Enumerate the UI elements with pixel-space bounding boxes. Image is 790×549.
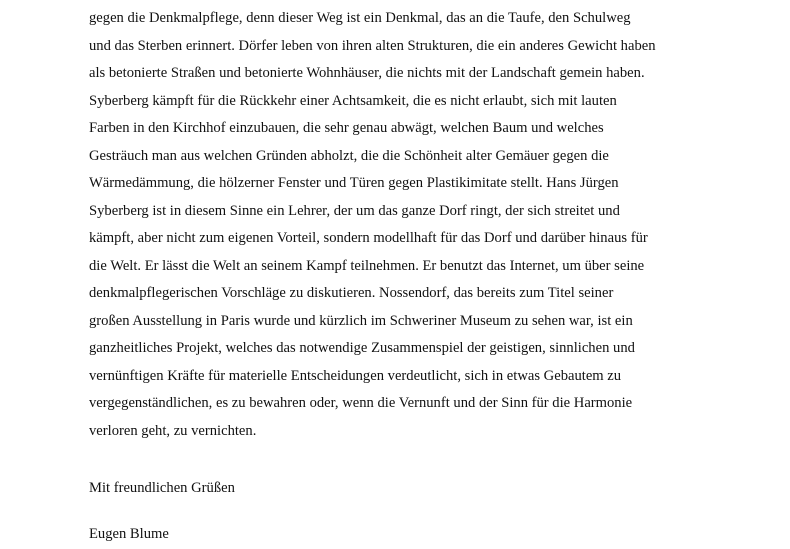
text-line: vergegenständlichen, es zu bewahren oder, wenn die Vernunft und der Sinn für die Harmonie	[89, 395, 633, 411]
text-line: und das Sterben erinnert. Dörfer leben von ihren alten Strukturen, die ein anderes Gewicht haben	[89, 37, 656, 54]
closing-salutation: Mit freundlichen Grüßen	[89, 480, 235, 496]
text-line: Farben in den Kirchhof einzubauen, die sehr genau abwägt, welchen Baum und welches	[89, 120, 604, 136]
text-line: großen Ausstellung in Paris wurde und kürzlich im Schweriner Museum zu sehen war, ist ein	[89, 312, 633, 329]
text-line: kämpft, aber nicht zum eigenen Vorteil, sondern modellhaft für das Dorf und darüber hinaus für	[89, 230, 648, 246]
text-line: Syberberg ist in diesem Sinne ein Lehrer, der um das ganze Dorf ringt, der sich streitet und	[89, 202, 620, 219]
text-line: denkmalpflegerischen Vorschläge zu diskutieren. Nossendorf, das bereits zum Titel seiner	[89, 285, 614, 301]
text-line: Gesträuch man aus welchen Gründen abholzt, die die Schönheit alter Gemäuer gegen die	[89, 147, 609, 164]
text-line: Syberberg kämpft für die Rückkehr einer Achtsamkeit, die es nicht erlaubt, sich mit lauten	[89, 92, 617, 109]
text-line: vernünftigen Kräfte für materielle Entscheidungen verdeutlicht, sich in etwas Gebautem zu	[89, 367, 622, 384]
text-line: als betonierte Straßen und betonierte Wohnhäuser, die nichts mit der Landschaft gemein haben.	[89, 65, 645, 81]
text-line: gegen die Denkmalpflege, denn dieser Weg ist ein Denkmal, das an die Taufe, den Schulweg	[89, 10, 631, 26]
text-line: ganzheitliches Projekt, welches das notwendige Zusammenspiel der geistigen, sinnlichen und	[89, 340, 635, 356]
text-line: die Welt. Er lässt die Welt an seinem Kampf teilnehmen. Er benutzt das Internet, um über seine	[89, 257, 645, 274]
text-line: verloren geht, zu vernichten.	[89, 422, 257, 439]
signature-name: Eugen Blume	[89, 526, 169, 542]
text-line: Wärmedämmung, die hölzerner Fenster und Türen gegen Plastikimitate stellt. Hans Jürgen	[89, 175, 619, 191]
letter-body	[89, 5, 729, 445]
